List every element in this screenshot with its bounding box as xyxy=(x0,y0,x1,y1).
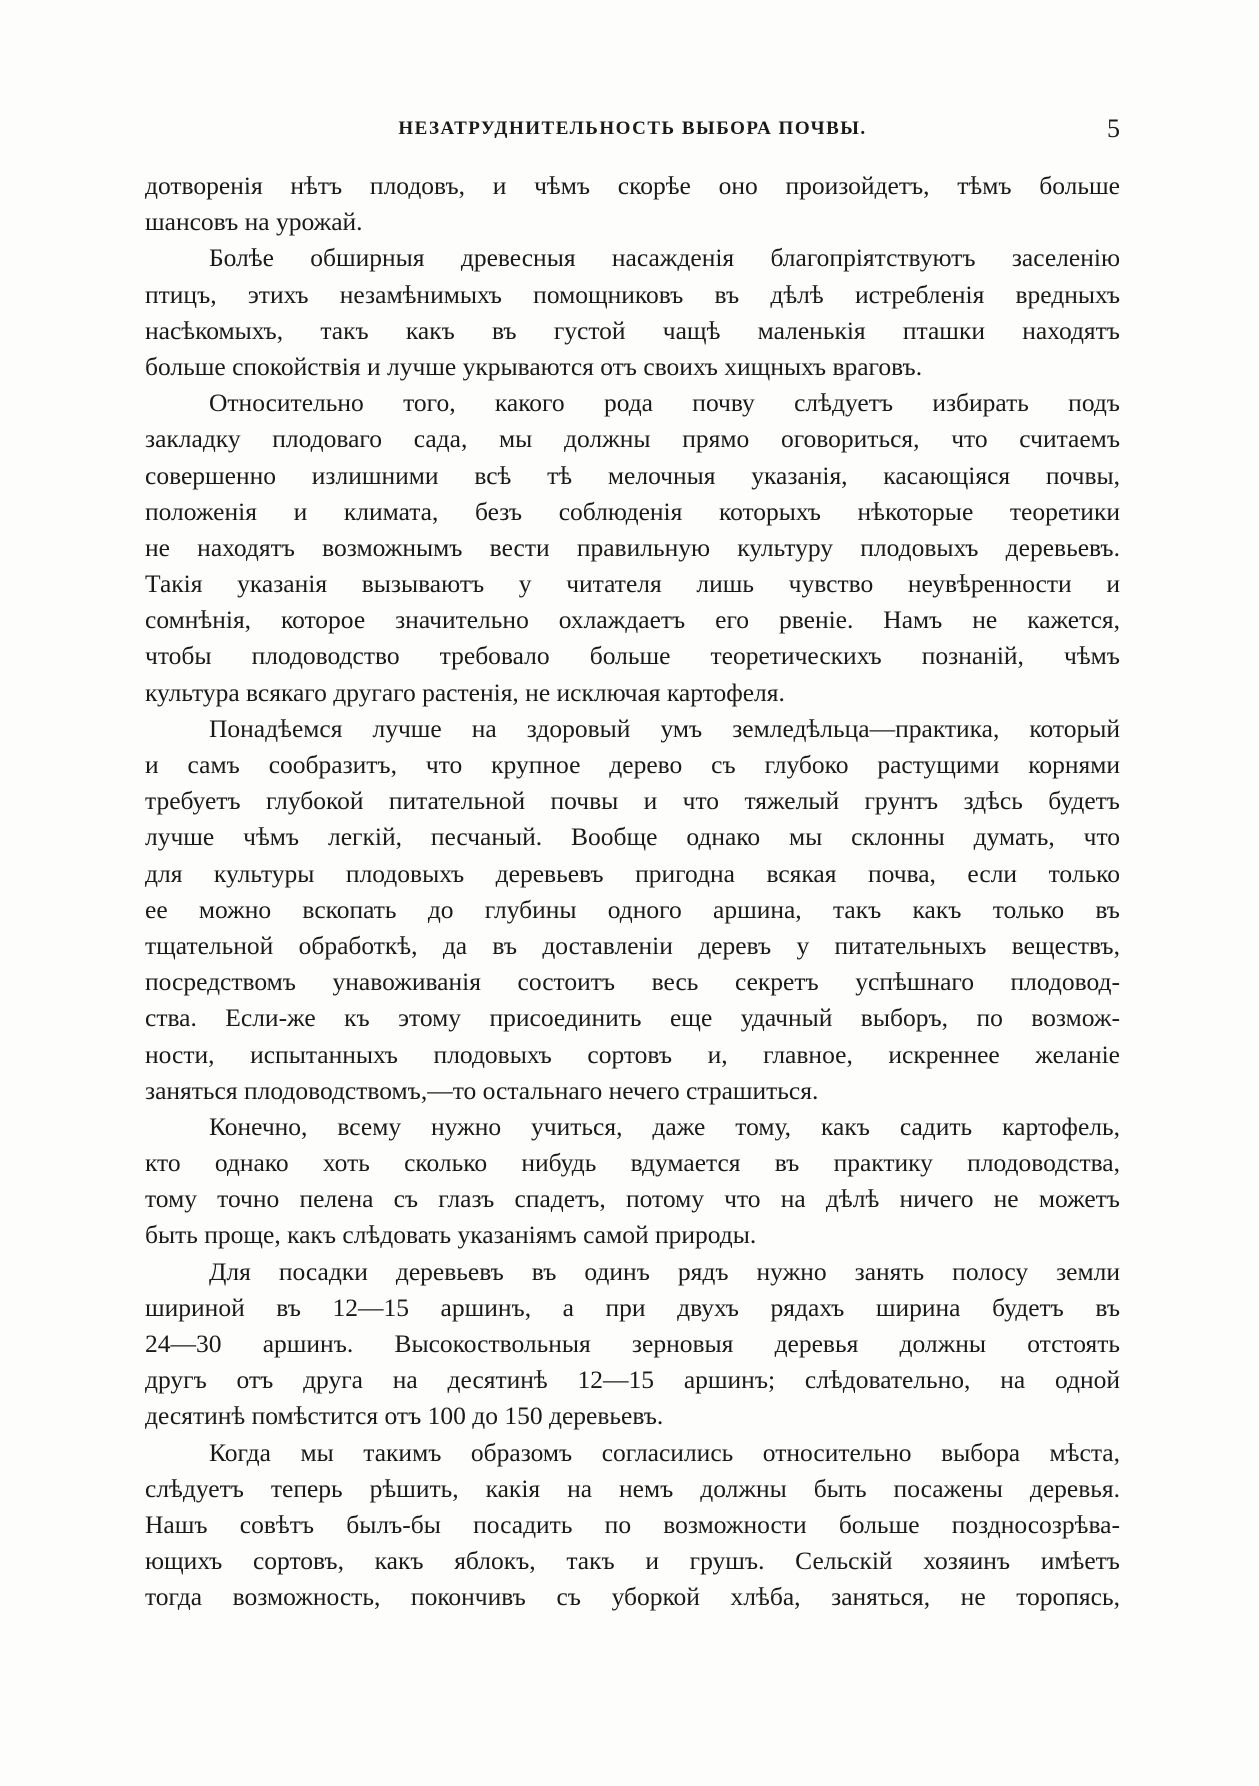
text-line: Относительно того, какого рода почву слѣдуетъ избирать подъ xyxy=(209,388,1120,418)
text-line: совершенно излишними всѣ тѣ мелочныя указанія, касающіяся почвы, xyxy=(145,460,1120,490)
text-line: лучше чѣмъ легкій, песчаный. Вообще однако мы склонны думать, что xyxy=(145,822,1120,852)
text-line: тщательной обработкѣ, да въ доставленіи деревъ у питательныхъ веществъ, xyxy=(145,930,1120,960)
text-line: Болѣе обширныя древесныя насажденія благопріятствуютъ заселенію xyxy=(209,243,1120,273)
text-line: и самъ сообразитъ, что крупное дерево съ глубоко растущими корнями xyxy=(145,750,1120,779)
text-line: заняться плодоводствомъ,—то остальнаго нечего страшиться. xyxy=(145,1075,819,1105)
page-number: 5 xyxy=(1107,114,1120,143)
text-line: сомнѣнія, которое значительно охлаждаетъ его рвеніе. Намъ не кажется, xyxy=(145,605,1120,635)
running-title: НЕЗАТРУДНИТЕЛЬНОСТЬ ВЫБОРА ПОЧВЫ. xyxy=(398,118,867,139)
text-line: Нашъ совѣтъ былъ-бы посадить по возможности больше поздносозрѣва- xyxy=(145,1509,1120,1539)
paragraph xyxy=(145,385,1120,711)
text-line: требуетъ глубокой питательной почвы и что тяжелый грунтъ здѣсь будетъ xyxy=(145,786,1120,816)
text-line: для культуры плодовыхъ деревьевъ пригодна всякая почва, если только xyxy=(145,858,1120,888)
text-line: кто однако хоть сколько нибудь вдумается въ практику плодоводства, xyxy=(145,1148,1120,1178)
text-line: не находятъ возможнымъ вести правильную культуру плодовыхъ деревьевъ. xyxy=(145,532,1120,562)
text-line: тому точно пелена съ глазъ спадетъ, потому что на дѣлѣ ничего не можетъ xyxy=(145,1184,1120,1214)
text-line: другъ отъ друга на десятинѣ 12—15 аршинъ; слѣдовательно, на одной xyxy=(145,1365,1120,1395)
text-line: Для посадки деревьевъ въ одинъ рядъ нужно занять полосу земли xyxy=(209,1256,1120,1286)
paragraph xyxy=(145,1435,1120,1616)
text-line: насѣкомыхъ, такъ какъ въ густой чащѣ маленькія пташки находятъ xyxy=(145,315,1120,345)
text-line: закладку плодоваго сада, мы должны прямо оговориться, что считаемъ xyxy=(145,424,1120,454)
text-line: больше спокойствія и лучше укрываются отъ своихъ хищныхъ враговъ. xyxy=(145,351,923,381)
text-line: положенія и климата, безъ соблюденія которыхъ нѣкоторые теоретики xyxy=(145,496,1120,526)
text-line: Конечно, всему нужно учиться, даже тому, какъ садить картофель, xyxy=(209,1111,1120,1141)
text-line: ства. Если-же къ этому присоединить еще удачный выборъ, по возмож- xyxy=(145,1003,1120,1033)
text-line: ее можно вскопать до глубины одного аршина, такъ какъ только въ xyxy=(145,894,1120,924)
paragraph xyxy=(145,1254,1120,1435)
text-line: десятинѣ помѣстится отъ 100 до 150 деревьевъ. xyxy=(145,1401,664,1431)
text-line: Когда мы такимъ образомъ согласились относительно выбора мѣста, xyxy=(209,1437,1120,1467)
text-line: шириной въ 12—15 аршинъ, а при двухъ рядахъ ширина будетъ въ xyxy=(145,1292,1120,1322)
text-line: ности, испытанныхъ плодовыхъ сортовъ и, главное, искреннее желаніе xyxy=(145,1039,1120,1069)
text-line: 24—30 аршинъ. Высокоствольныя зерновыя деревья должны отстоять xyxy=(145,1329,1120,1358)
text-line: ющихъ сортовъ, какъ яблокъ, такъ и грушъ. Сельскій хозяинъ имѣетъ xyxy=(145,1546,1120,1576)
text-line: Такія указанія вызываютъ у читателя лишь чувство неувѣренности и xyxy=(145,569,1120,599)
paragraph xyxy=(145,1109,1120,1254)
text-line: чтобы плодоводство требовало больше теоретическихъ познаній, чѣмъ xyxy=(145,641,1120,671)
text-line: шансовъ на урожай. xyxy=(145,207,363,237)
text-line: слѣдуетъ теперь рѣшить, какія на немъ должны быть посажены деревья. xyxy=(145,1473,1120,1503)
text-line: Понадѣемся лучше на здоровый умъ земледѣльца—практика, который xyxy=(209,713,1120,743)
text-line: культура всякаго другаго растенія, не исключая картофеля. xyxy=(145,677,785,707)
paragraph xyxy=(145,240,1120,385)
text-line: посредствомъ унавоживанія состоитъ весь секретъ успѣшнаго плодовод- xyxy=(145,967,1120,997)
paragraph xyxy=(145,711,1120,1109)
text-line: птицъ, этихъ незамѣнимыхъ помощниковъ въ дѣлѣ истребленія вредныхъ xyxy=(145,279,1120,309)
text-line: тогда возможность, покончивъ съ уборкой хлѣба, заняться, не торопясь, xyxy=(145,1582,1120,1612)
body-text xyxy=(145,168,1120,1616)
paragraph xyxy=(145,168,1120,240)
text-line: быть проще, какъ слѣдовать указаніямъ самой природы. xyxy=(145,1220,757,1250)
text-line: дотворенія нѣтъ плодовъ, и чѣмъ скорѣе оно произойдетъ, тѣмъ больше xyxy=(145,171,1120,200)
page-header xyxy=(145,114,1120,152)
